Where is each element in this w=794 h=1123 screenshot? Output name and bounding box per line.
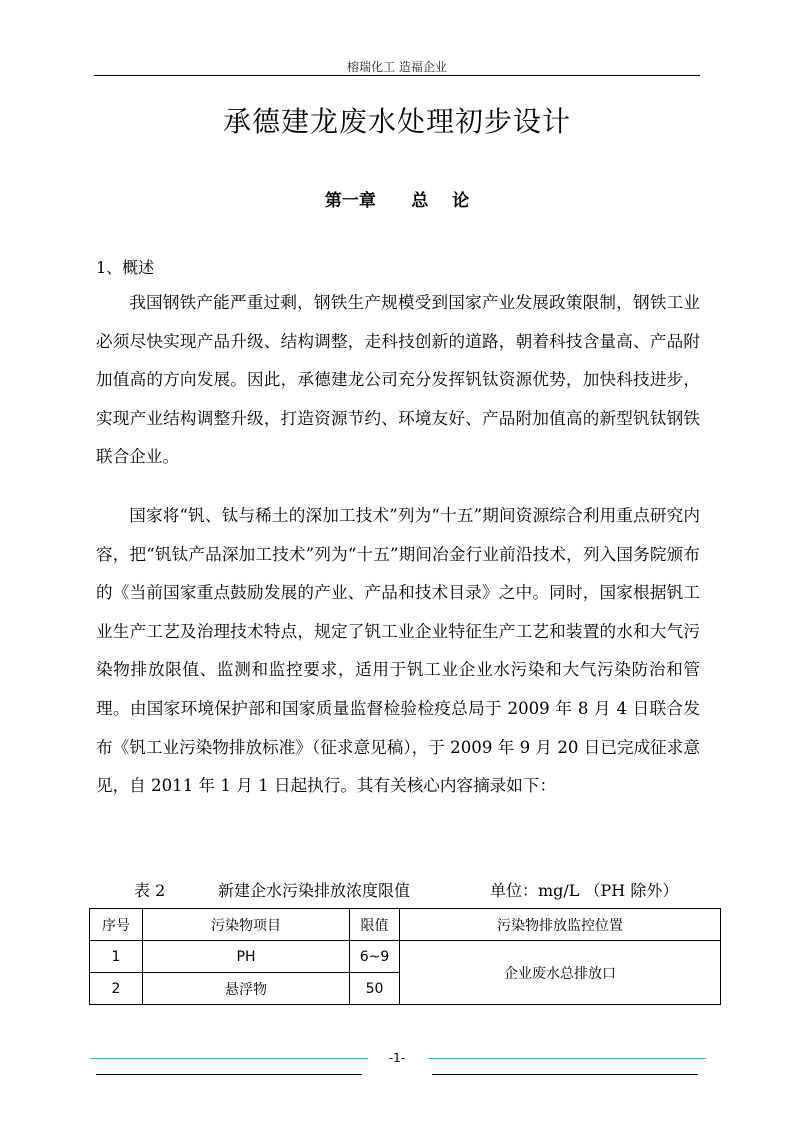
cell-location: 企业废水总排放口 (400, 941, 721, 1005)
paragraph-overview: 我国钢铁产能严重过剩，钢铁生产规模受到国家产业发展政策限制，钢铁工业必须尽快实现产品升级、结构调整，走科技创新的道路，朝着科技含量高、产品附加值高的方向发展。因此，承德建龙公司充分发挥钒钛资源优势，加快科技进步，实现产业结构调整升级，打造资源节约、环境友好、产品附加值高的新型钒钛钢铁联合企业。 (96, 293, 700, 467)
page-number: -1- (388, 1051, 406, 1065)
table-caption-title: 新建企水污染排放浓度限值 (218, 881, 411, 900)
paragraph-policy: 国家将“钒、钛与稀土的深加工技术”列为“十五”期间资源综合利用重点研究内容，把“钒钛产品深加工技术”列为“十五”期间冶金行业前沿技术，列入国务院颁布的《当前国家重点鼓励发展的产业、产品和技术目录》之中。同时，国家根据钒工业生产工艺及治理技术特点，规定了钒工业企业特征生产工艺和装置的水和大气污染物排放限值、监测和监控要求，适用于钒工业企业水污染和大气污染防治和管理。由国家环境保护部和国家质量监督检验检疫总局于 2009 年 8 月 4 日联合发布《钒工业污染物排放标准》（征求意见稿），于 2009 年 9 月 20 日已完成征求意见，自 2011 年 1 月 1 日起执行。其有关核心内容摘录如下： (96, 506, 700, 796)
header-item: 污染物项目 (143, 909, 350, 941)
cell-no: 2 (90, 973, 143, 1005)
cell-limit: 6~9 (350, 941, 400, 973)
footer-black-line-left (96, 1074, 362, 1075)
header-location: 污染物排放监控位置 (400, 909, 721, 941)
cell-limit: 50 (350, 973, 400, 1005)
emission-limit-table (89, 908, 721, 1005)
header-limit: 限值 (350, 909, 400, 941)
cell-item: PH (143, 941, 350, 973)
table-caption-number: 表 2 (134, 881, 166, 900)
document-title: 承德建龙废水处理初步设计 (222, 105, 571, 138)
header-rule (94, 75, 700, 76)
table-header-row (90, 909, 721, 941)
cell-item: 悬浮物 (143, 973, 350, 1005)
table-row (90, 941, 721, 973)
table-caption-unit: 单位：mg/L （PH 除外） (490, 881, 679, 900)
section-heading: 1、概述 (96, 258, 155, 277)
cell-no: 1 (90, 941, 143, 973)
chapter-heading: 第一章 总 论 (324, 191, 470, 211)
page-header: 榕瑞化工 造福企业 (347, 60, 447, 74)
header-no: 序号 (90, 909, 143, 941)
footer-black-line-right (432, 1074, 698, 1075)
